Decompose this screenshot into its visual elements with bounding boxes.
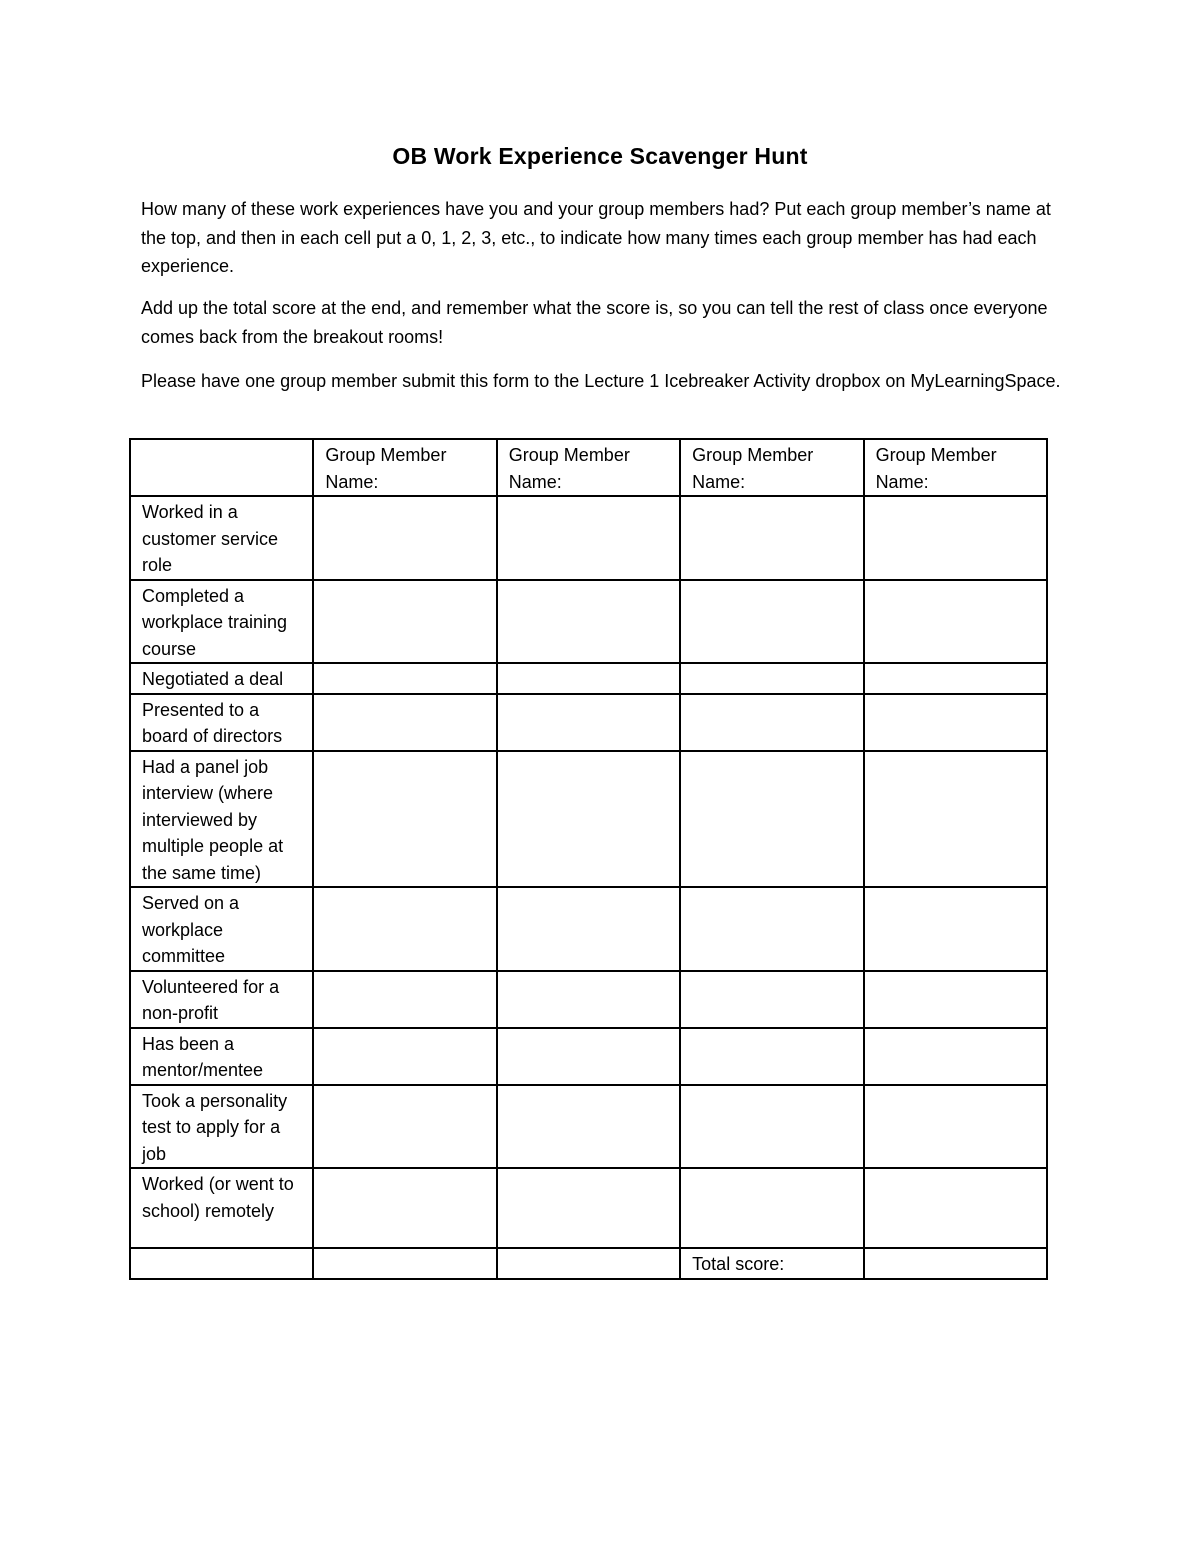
experience-label: Took a personality test to apply for a job — [130, 1085, 313, 1169]
score-cell[interactable] — [497, 694, 680, 751]
score-cell[interactable] — [864, 887, 1047, 971]
score-cell[interactable] — [313, 1028, 496, 1085]
experience-label: Volunteered for a non-profit — [130, 971, 313, 1028]
scoring-paragraph: Add up the total score at the end, and remember what the score is, so you can tell the rest of class once everyone comes back from the breakout rooms! — [141, 298, 1048, 347]
score-cell[interactable] — [680, 1168, 863, 1248]
score-cell[interactable] — [497, 580, 680, 664]
score-cell[interactable] — [864, 971, 1047, 1028]
score-cell[interactable] — [497, 887, 680, 971]
score-cell[interactable] — [680, 663, 863, 694]
member-name-header[interactable]: Group Member Name: — [497, 439, 680, 496]
member-name-header[interactable]: Group Member Name: — [864, 439, 1047, 496]
score-cell[interactable] — [680, 887, 863, 971]
experience-label: Had a panel job interview (where interviewed by multiple people at the same time) — [130, 751, 313, 888]
score-cell[interactable] — [497, 496, 680, 580]
empty-cell — [313, 1248, 496, 1279]
score-cell[interactable] — [680, 1028, 863, 1085]
score-cell[interactable] — [680, 1085, 863, 1169]
score-cell[interactable] — [864, 1028, 1047, 1085]
experience-label: Presented to a board of directors — [130, 694, 313, 751]
table-row — [130, 694, 1047, 751]
total-row — [130, 1248, 1047, 1279]
table-row — [130, 971, 1047, 1028]
submission-paragraph: Please have one group member submit this form to the Lecture 1 Icebreaker Activity dropbox on MyLearningSpace. — [141, 371, 1061, 391]
table-row — [130, 580, 1047, 664]
table-row — [130, 496, 1047, 580]
score-cell[interactable] — [497, 663, 680, 694]
score-cell[interactable] — [680, 694, 863, 751]
score-cell[interactable] — [680, 580, 863, 664]
member-name-header[interactable]: Group Member Name: — [680, 439, 863, 496]
scavenger-hunt-table — [129, 438, 1048, 1280]
table-row — [130, 663, 1047, 694]
score-cell[interactable] — [313, 496, 496, 580]
score-cell[interactable] — [864, 663, 1047, 694]
table-row — [130, 1028, 1047, 1085]
score-cell[interactable] — [680, 971, 863, 1028]
experience-label: Has been a mentor/mentee — [130, 1028, 313, 1085]
score-cell[interactable] — [680, 496, 863, 580]
score-cell[interactable] — [497, 1028, 680, 1085]
score-cell[interactable] — [313, 887, 496, 971]
header-row — [130, 439, 1047, 496]
corner-cell — [130, 439, 313, 496]
score-cell[interactable] — [864, 751, 1047, 888]
score-cell[interactable] — [313, 694, 496, 751]
total-score-cell[interactable] — [864, 1248, 1047, 1279]
score-cell[interactable] — [864, 1168, 1047, 1248]
experience-label: Completed a workplace training course — [130, 580, 313, 664]
score-cell[interactable] — [313, 751, 496, 888]
table-row — [130, 1168, 1047, 1248]
score-cell[interactable] — [864, 580, 1047, 664]
empty-cell — [130, 1248, 313, 1279]
total-score-label: Total score: — [680, 1248, 863, 1279]
score-cell[interactable] — [313, 1085, 496, 1169]
score-cell[interactable] — [864, 694, 1047, 751]
table-row — [130, 887, 1047, 971]
experience-label: Negotiated a deal — [130, 663, 313, 694]
score-cell[interactable] — [497, 1085, 680, 1169]
score-cell[interactable] — [864, 496, 1047, 580]
score-cell[interactable] — [497, 971, 680, 1028]
document-title: OB Work Experience Scavenger Hunt — [392, 143, 808, 169]
empty-cell — [497, 1248, 680, 1279]
score-cell[interactable] — [497, 751, 680, 888]
score-cell[interactable] — [313, 971, 496, 1028]
score-cell[interactable] — [313, 1168, 496, 1248]
table-row — [130, 751, 1047, 888]
score-cell[interactable] — [864, 1085, 1047, 1169]
score-cell[interactable] — [497, 1168, 680, 1248]
experience-label: Worked in a customer service role — [130, 496, 313, 580]
experience-label: Served on a workplace committee — [130, 887, 313, 971]
experience-label: Worked (or went to school) remotely — [130, 1168, 313, 1248]
instructions-paragraph: How many of these work experiences have you and your group members had? Put each group member’s name at the top, and then in each cell put a 0, 1, 2, 3, etc., to indicate how many times each group member has had each experience. — [141, 199, 1051, 276]
score-cell[interactable] — [313, 580, 496, 664]
score-cell[interactable] — [680, 751, 863, 888]
table-row — [130, 1085, 1047, 1169]
member-name-header[interactable]: Group Member Name: — [313, 439, 496, 496]
score-cell[interactable] — [313, 663, 496, 694]
